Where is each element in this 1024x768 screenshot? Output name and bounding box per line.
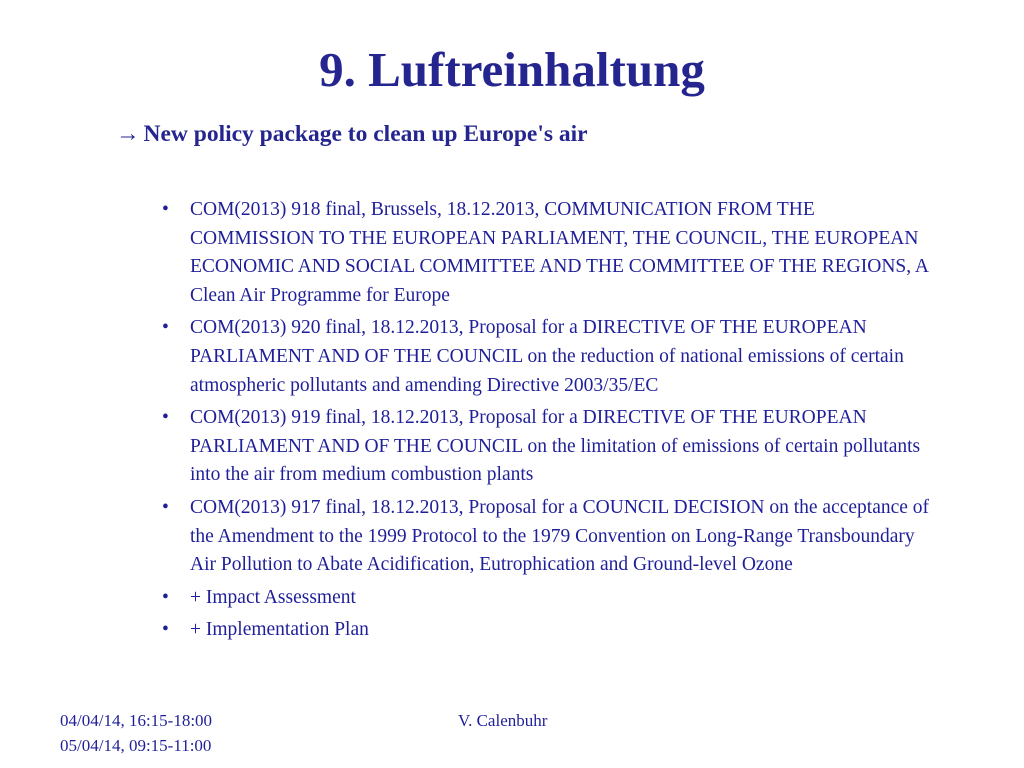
- footer-date-line-1: 04/04/14, 16:15-18:00: [60, 711, 213, 730]
- footer-author: V. Calenbuhr: [458, 711, 548, 730]
- bullet-dot-icon: •: [162, 496, 169, 518]
- bullet-dot-icon: •: [162, 619, 169, 641]
- list-item: [160, 404, 930, 490]
- slide-title: 9. Luftreinhaltung: [319, 42, 705, 97]
- subtitle-text: New policy package to clean up Europe's air: [143, 121, 588, 147]
- slide-subtitle: [116, 116, 588, 152]
- list-item-text: COM(2013) 919 final, 18.12.2013, Proposal for a DIRECTIVE OF THE EUROPEAN PARLIAMENT AND OF THE COUNCIL on the limitation of emissions of certain pollutants into the air from medium combustion plants: [190, 407, 921, 486]
- list-item-text: + Implementation Plan: [190, 619, 369, 641]
- bullet-dot-icon: •: [162, 586, 169, 608]
- right-arrow-icon: →: [116, 121, 140, 147]
- footer-dates: [60, 708, 212, 758]
- list-item-text: COM(2013) 920 final, 18.12.2013, Proposal for a DIRECTIVE OF THE EUROPEAN PARLIAMENT AND OF THE COUNCIL on the reduction of national emissions of certain atmospheric pollutants and amending Directive 2003/35/EC: [190, 317, 904, 396]
- list-item-text: + Impact Assessment: [190, 586, 356, 608]
- list-item: [160, 494, 930, 580]
- bullet-dot-icon: •: [162, 407, 169, 429]
- footer-date-line-2: 05/04/14, 09:15-11:00: [60, 736, 212, 755]
- list-item: [160, 616, 930, 645]
- list-item-text: COM(2013) 917 final, 18.12.2013, Proposal for a COUNCIL DECISION on the acceptance of the Amendment to the 1999 Protocol to the 1979 Convention on Long-Range Transboundary Air Pollution to Abate Acidification, Eutrophication and Ground-level Ozone: [190, 496, 930, 576]
- bullet-list: [160, 196, 930, 649]
- bullet-dot-icon: •: [162, 199, 169, 220]
- list-item-text: COM(2013) 918 final, Brussels, 18.12.2013, COMMUNICATION FROM THE COMMISSION TO THE EUROPEAN PARLIAMENT, THE COUNCIL, THE EUROPEAN ECONOMIC AND SOCIAL COMMITTEE AND THE COMMITTEE OF THE REGIONS, A Clean Air Programme for Europe: [190, 199, 928, 306]
- list-item: [160, 314, 930, 400]
- bullet-dot-icon: •: [162, 317, 169, 339]
- list-item: [160, 584, 930, 613]
- list-item: [160, 196, 930, 310]
